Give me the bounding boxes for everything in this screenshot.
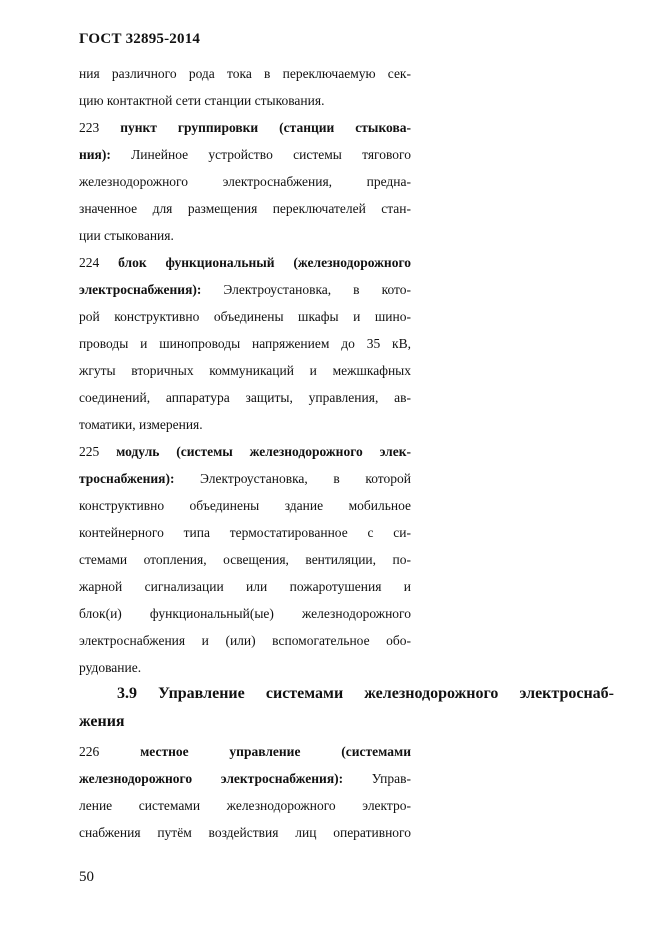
text-line: [79, 792, 411, 819]
text-line: [79, 330, 411, 357]
body-text: конструктивно объединены здание мобильное: [79, 498, 411, 513]
term-text: ния):: [79, 147, 111, 162]
body-text: Управ-: [343, 771, 411, 786]
section-heading-continuation: жения: [79, 713, 125, 730]
page-number: 50: [79, 869, 94, 885]
term-text: блок функциональный (железнодорожного: [118, 255, 411, 270]
term-text: электроснабжения):: [79, 282, 202, 297]
text-line: [79, 87, 411, 114]
body-text: контейнерного типа термостатированное с си-: [79, 525, 411, 540]
text-line: [79, 738, 411, 765]
body-text: стемами отопления, освещения, вентиляции, по-: [79, 552, 411, 567]
body-text: соединений, аппаратура защиты, управления, ав-: [79, 390, 411, 405]
document-header: ГОСТ 32895-2014: [79, 31, 201, 47]
term-text: железнодорожного электроснабжения):: [79, 771, 344, 786]
text-line: [79, 357, 411, 384]
body-text: 225: [79, 444, 117, 459]
text-line: [79, 438, 411, 465]
body-text: жгуты вторичных коммуникаций и межшкафных: [79, 363, 411, 378]
body-text: блок(и) функциональный(ые) железнодорожного: [79, 606, 411, 621]
text-line: [79, 114, 411, 141]
text-line: [79, 249, 411, 276]
term-text: троснабжения):: [79, 471, 175, 486]
term-text: модуль (системы железнодорожного элек-: [116, 444, 412, 459]
document-body-continued: [79, 738, 411, 846]
text-line: [79, 765, 411, 792]
text-line: [79, 573, 411, 600]
body-text: электроснабжения и (или) вспомогательное обо-: [79, 633, 411, 648]
body-text: 224: [79, 255, 119, 270]
text-line: [79, 60, 411, 87]
body-text: 223: [79, 120, 121, 135]
text-line: [79, 303, 411, 330]
body-text: цию контактной сети станции стыкования.: [79, 93, 325, 108]
body-text: ния различного рода тока в переключаемую сек-: [79, 66, 411, 81]
section-heading: 3.9 Управление системами железнодорожного электроснаб-: [117, 685, 614, 702]
text-line: [79, 222, 411, 249]
body-text: Линейное устройство системы тягового: [110, 147, 411, 162]
text-line: [79, 627, 411, 654]
text-line: [79, 654, 411, 681]
body-text: значенное для размещения переключателей стан-: [79, 201, 411, 216]
body-text: ление системами железнодорожного электро-: [79, 798, 411, 813]
body-text: Электроустановка, в кото-: [201, 282, 411, 297]
text-line: [79, 168, 411, 195]
text-line: [79, 465, 411, 492]
body-text: ции стыкования.: [79, 228, 174, 243]
body-text: томатики, измерения.: [79, 417, 203, 432]
body-text: 226: [79, 744, 141, 759]
term-text: местное управление (системами: [140, 744, 411, 759]
text-line: [79, 492, 411, 519]
text-line: [79, 195, 411, 222]
term-text: пункт группировки (станции стыкова-: [120, 120, 411, 135]
body-text: рой конструктивно объединены шкафы и шино-: [79, 309, 411, 324]
text-line: [79, 384, 411, 411]
text-line: [79, 141, 411, 168]
body-text: снабжения путём воздействия лиц оперативного: [79, 825, 411, 840]
text-line: [79, 411, 411, 438]
body-text: рудование.: [79, 660, 142, 675]
body-text: железнодорожного электроснабжения, предна-: [79, 174, 411, 189]
body-text: Электроустановка, в которой: [174, 471, 411, 486]
text-line: [79, 546, 411, 573]
body-text: жарной сигнализации или пожаротушения и: [79, 579, 411, 594]
document-body: [79, 60, 411, 681]
text-line: [79, 819, 411, 846]
body-text: проводы и шинопроводы напряжением до 35 кВ,: [79, 336, 411, 351]
text-line: [79, 519, 411, 546]
text-line: [79, 276, 411, 303]
text-line: [79, 600, 411, 627]
